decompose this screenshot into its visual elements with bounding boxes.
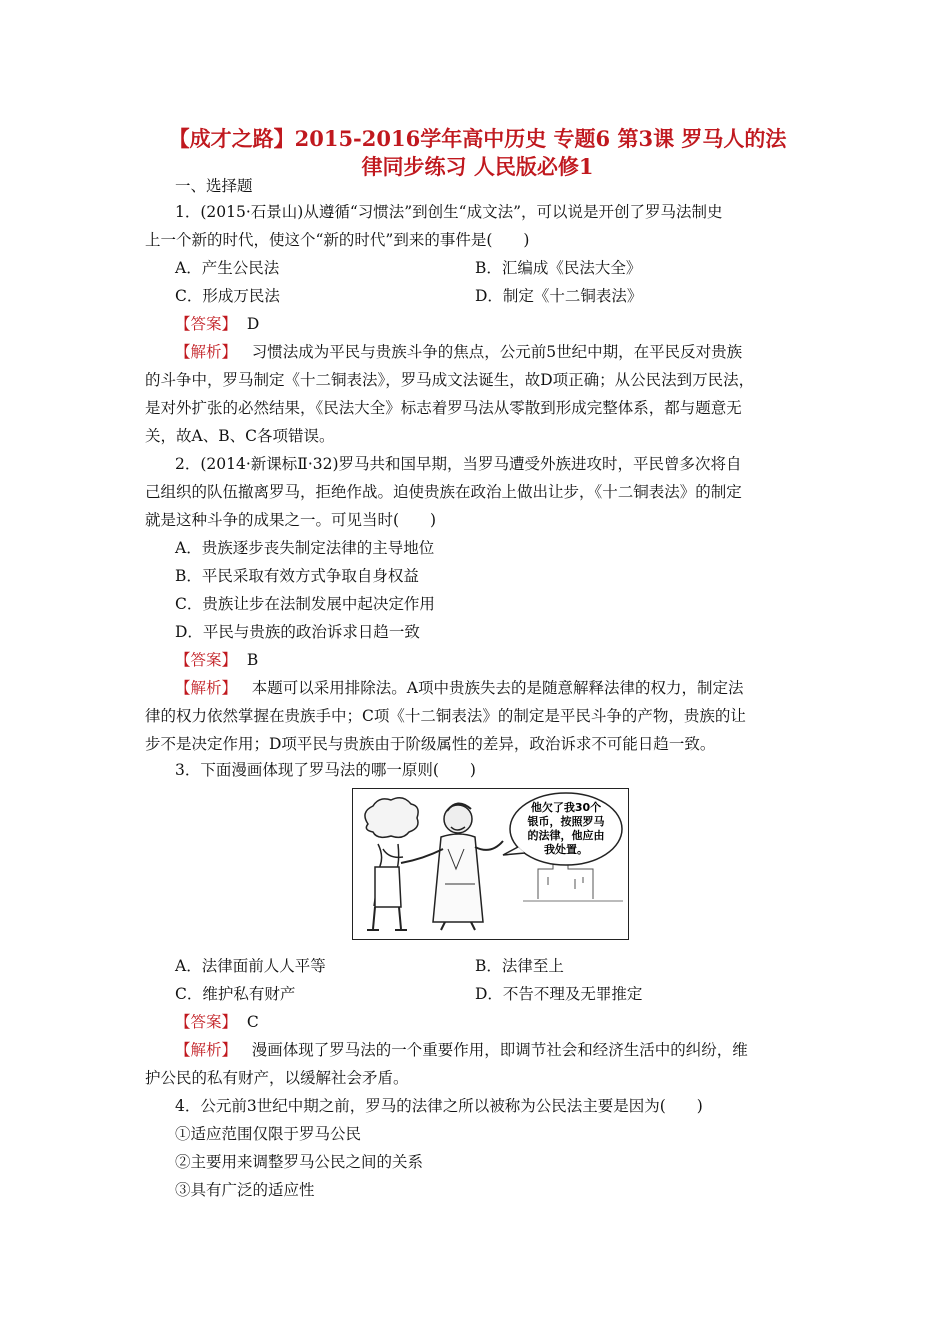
q4-item-2: ②主要用来调整罗马公民之间的关系 [175, 1153, 424, 1171]
q3-analysis-2: 护公民的私有财产，以缓解社会矛盾。 [145, 1069, 409, 1087]
analysis-tag: 【解析】 [175, 679, 238, 697]
page-title [145, 125, 810, 181]
analysis-tag: 【解析】 [175, 1041, 238, 1059]
q1-analysis-2: 的斗争中，罗马制定《十二铜表法》，罗马成文法诞生，故D项正确；从公民法到万民法， [145, 371, 755, 389]
q1-stem-1: 1．(2015·石景山)从遵循“习惯法”到创生“成文法”，可以说是开创了罗马法制史 [175, 203, 723, 221]
q3-option-c: C．维护私有财产 [175, 985, 296, 1003]
title-line-1: 【成才之路】2015-2016学年高中历史 专题6 第3课 罗马人的法 [168, 126, 787, 151]
q1-answer [175, 314, 259, 334]
q4-item-3: ③具有广泛的适应性 [175, 1181, 315, 1199]
q1-option-d: D．制定《十二铜表法》 [475, 287, 643, 305]
cartoon-illustration [353, 789, 628, 939]
q4-item-1: ①适应范围仅限于罗马公民 [175, 1125, 362, 1143]
answer-tag: 【答案】 [175, 651, 238, 669]
q2-stem-2: 己组织的队伍撤离罗马，拒绝作战。迫使贵族在政治上做出让步，《十二铜表法》的制定 [145, 483, 742, 501]
q2-stem-1: 2．(2014·新课标Ⅱ·32)罗马共和国早期，当罗马遭受外族进攻时，平民曾多次将自 [175, 455, 742, 473]
q1-analysis-4: 关，故A、B、C各项错误。 [145, 427, 335, 445]
q2-analysis-2: 律的权力依然掌握在贵族手中；C项《十二铜表法》的制定是平民斗争的产物，贵族的让 [145, 707, 746, 725]
q3-option-b: B．法律至上 [475, 957, 564, 975]
q1-answer-value: D [246, 315, 260, 333]
q2-answer-value: B [246, 651, 259, 669]
q1-option-a: A．产生公民法 [175, 259, 280, 277]
q2-stem-3: 就是这种斗争的成果之一。可见当时( ) [145, 511, 437, 529]
section-heading: 一、选择题 [175, 177, 253, 195]
q1-stem-2: 上一个新的时代，使这个“新的时代”到来的事件是( ) [145, 231, 530, 249]
q1-analysis-3: 是对外扩张的必然结果，《民法大全》标志着罗马法从零散到形成完整体系，都与题意无 [145, 399, 742, 417]
answer-tag: 【答案】 [175, 315, 238, 333]
q3-answer [175, 1012, 259, 1032]
bubble-text-1: 他欠了我30个 [530, 801, 602, 814]
bubble-text-2: 银币，按照罗马 [527, 815, 605, 828]
q2-analysis-3: 步不是决定作用；D项平民与贵族由于阶级属性的差异，政治诉求不可能日趋一致。 [145, 735, 716, 753]
roman-law-cartoon [352, 788, 629, 940]
q1-option-c: C．形成万民法 [175, 287, 280, 305]
q2-option-c: C．贵族让步在法制发展中起决定作用 [175, 595, 435, 613]
q2-analysis-1 [175, 678, 744, 698]
q3-option-a: A．法律面前人人平等 [175, 957, 326, 975]
q4-stem-1: 4．公元前3世纪中期之前，罗马的法律之所以被称为公民法主要是因为( ) [175, 1097, 703, 1115]
q1-analysis-text: 习惯法成为平民与贵族斗争的焦点，公元前5世纪中期，在平民反对贵族 [251, 343, 743, 361]
bubble-text-4: 我处置。 [544, 843, 588, 856]
q3-analysis-text: 漫画体现了罗马法的一个重要作用，即调节社会和经济生活中的纠纷，维 [251, 1041, 748, 1059]
q2-option-a: A．贵族逐步丧失制定法律的主导地位 [175, 539, 435, 557]
q2-answer [175, 650, 258, 670]
title-line-2: 律同步练习 人民版必修1 [361, 154, 594, 179]
q3-analysis-1 [175, 1040, 748, 1060]
answer-tag: 【答案】 [175, 1013, 238, 1031]
analysis-tag: 【解析】 [175, 343, 238, 361]
q3-option-d: D．不告不理及无罪推定 [475, 985, 643, 1003]
q2-option-d: D．平民与贵族的政治诉求日趋一致 [175, 623, 420, 641]
q1-option-b: B．汇编成《民法大全》 [475, 259, 642, 277]
q3-answer-value: C [246, 1013, 259, 1031]
q2-option-b: B．平民采取有效方式争取自身权益 [175, 567, 419, 585]
q3-stem-1: 3．下面漫画体现了罗马法的哪一原则( ) [175, 761, 476, 779]
q2-analysis-text: 本题可以采用排除法。A项中贵族失去的是随意解释法律的权力，制定法 [251, 679, 744, 697]
bubble-text-3: 的法律，他应由 [527, 829, 605, 842]
q1-analysis-1 [175, 342, 742, 362]
